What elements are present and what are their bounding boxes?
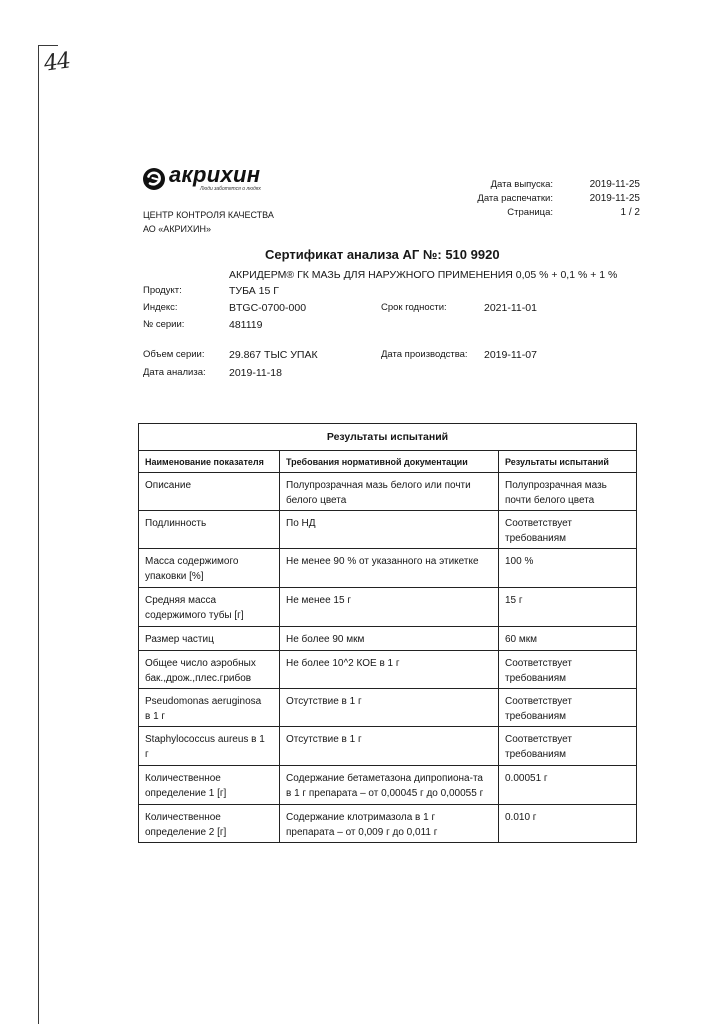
expiry-value: 2021-11-01 bbox=[484, 302, 537, 314]
cell-line: препарата – от 0,009 г до 0,011 г bbox=[286, 827, 438, 838]
cell-line: 15 г bbox=[505, 595, 523, 606]
requirement-cell bbox=[280, 627, 499, 651]
batch-volume-value: 29.867 ТЫС УПАК bbox=[229, 349, 318, 361]
parameter-name-cell bbox=[139, 689, 280, 727]
results-title: Результаты испытаний bbox=[139, 424, 637, 451]
cell-line: в 1 г препарата – от 0,00045 г до 0,00055 г bbox=[286, 788, 484, 799]
table-row bbox=[139, 549, 637, 588]
index-value: BTGC-0700-000 bbox=[229, 302, 307, 314]
company-name: АО «АКРИХИН» bbox=[143, 224, 212, 234]
cell-line: г bbox=[145, 749, 149, 760]
certificate-title: Сертификат анализа АГ №: 510 9920 bbox=[265, 247, 500, 262]
page-number: 1 / 2 bbox=[620, 207, 640, 218]
cell-line: По НД bbox=[286, 518, 316, 529]
cell-line: Описание bbox=[145, 480, 192, 491]
cell-line: Количественное bbox=[145, 812, 221, 823]
cell-line: бак.,дрож.,плес.грибов bbox=[145, 673, 252, 684]
result-cell bbox=[499, 727, 637, 766]
column-header-result: Результаты испытаний bbox=[499, 451, 637, 473]
cell-line: почти белого цвета bbox=[505, 495, 595, 506]
analysis-date-label: Дата анализа: bbox=[143, 367, 206, 378]
table-row bbox=[139, 766, 637, 805]
cell-line: Средняя масса bbox=[145, 595, 217, 606]
cell-line: Соответствует bbox=[505, 734, 572, 745]
parameter-name-cell bbox=[139, 766, 280, 805]
cell-line: 60 мкм bbox=[505, 634, 538, 645]
page-label: Страница: bbox=[507, 207, 553, 218]
table-row bbox=[139, 588, 637, 627]
column-header-requirement: Требования нормативной документации bbox=[280, 451, 499, 473]
product-name-line1: АКРИДЕРМ® ГК МАЗЬ ДЛЯ НАРУЖНОГО ПРИМЕНЕНИЯ 0,05 % + 0,1 % + 1 % bbox=[229, 269, 618, 281]
cell-line: Количественное bbox=[145, 773, 221, 784]
cell-line: Полупрозрачная мазь белого или почти bbox=[286, 480, 471, 491]
cell-line: требованиям bbox=[505, 673, 567, 684]
cell-line: Pseudomonas aeruginosa bbox=[145, 696, 262, 707]
release-date-label: Дата выпуска: bbox=[490, 179, 553, 190]
batch-volume-label: Объем серии: bbox=[143, 349, 205, 360]
result-cell bbox=[499, 689, 637, 727]
parameter-name-cell bbox=[139, 549, 280, 588]
cell-line: белого цвета bbox=[286, 495, 347, 506]
table-row bbox=[139, 727, 637, 766]
production-date-value: 2019-11-07 bbox=[484, 349, 537, 361]
result-cell bbox=[499, 588, 637, 627]
batch-label: № серии: bbox=[143, 319, 185, 330]
cell-line: упаковки [%] bbox=[145, 571, 204, 582]
print-date-label: Дата распечатки: bbox=[477, 193, 553, 204]
cell-line: 0.00051 г bbox=[505, 773, 548, 784]
cell-line: Соответствует bbox=[505, 518, 572, 529]
analysis-date-value: 2019-11-18 bbox=[229, 367, 282, 379]
cell-line: содержимого тубы [г] bbox=[145, 610, 244, 621]
cell-line: Соответствует bbox=[505, 658, 572, 669]
table-row bbox=[139, 805, 637, 843]
cell-line: требованиям bbox=[505, 533, 567, 544]
cell-line: Не более 10^2 КОЕ в 1 г bbox=[286, 658, 400, 669]
cell-line: Отсутствие в 1 г bbox=[286, 696, 362, 707]
cell-line: Содержание бетаметазона дипропиона-та bbox=[286, 773, 483, 784]
cell-line: Общее число аэробных bbox=[145, 658, 256, 669]
index-label: Индекс: bbox=[143, 302, 178, 313]
cell-line: требованиям bbox=[505, 749, 567, 760]
cell-line: определение 1 [г] bbox=[145, 788, 227, 799]
result-cell bbox=[499, 549, 637, 588]
requirement-cell bbox=[280, 511, 499, 549]
requirement-cell bbox=[280, 588, 499, 627]
cell-line: Отсутствие в 1 г bbox=[286, 734, 362, 745]
cell-line: Полупрозрачная мазь bbox=[505, 480, 607, 491]
parameter-name-cell bbox=[139, 727, 280, 766]
table-row bbox=[139, 651, 637, 689]
logo-tagline: Люди заботятся о людях bbox=[200, 186, 261, 192]
parameter-name-cell bbox=[139, 627, 280, 651]
cell-line: Содержание клотримазола в 1 г bbox=[286, 812, 436, 823]
department-name: ЦЕНТР КОНТРОЛЯ КАЧЕСТВА bbox=[143, 210, 274, 220]
results-table bbox=[138, 423, 637, 843]
akrikhin-logo-icon bbox=[142, 167, 166, 191]
scan-margin-line bbox=[38, 45, 39, 1024]
parameter-name-cell bbox=[139, 473, 280, 511]
table-row bbox=[139, 473, 637, 511]
table-row bbox=[139, 511, 637, 549]
production-date-label: Дата производства: bbox=[381, 349, 468, 360]
results-title-row bbox=[139, 424, 637, 451]
cell-line: Staphylococcus aureus в 1 bbox=[145, 734, 265, 745]
cell-line: в 1 г bbox=[145, 711, 166, 722]
result-cell bbox=[499, 805, 637, 843]
release-date-value: 2019-11-25 bbox=[589, 179, 640, 190]
cell-line: Соответствует bbox=[505, 696, 572, 707]
table-row bbox=[139, 627, 637, 651]
print-date-value: 2019-11-25 bbox=[589, 193, 640, 204]
cell-line: 0.010 г bbox=[505, 812, 537, 823]
result-cell bbox=[499, 651, 637, 689]
column-header-row bbox=[139, 451, 637, 473]
scan-margin-tick bbox=[38, 45, 58, 46]
parameter-name-cell bbox=[139, 805, 280, 843]
requirement-cell bbox=[280, 727, 499, 766]
handwritten-page-number: 44 bbox=[42, 48, 72, 77]
requirement-cell bbox=[280, 805, 499, 843]
requirement-cell bbox=[280, 473, 499, 511]
column-header-parameter: Наименование показателя bbox=[139, 451, 280, 473]
parameter-name-cell bbox=[139, 511, 280, 549]
batch-value: 481119 bbox=[229, 319, 263, 331]
product-label: Продукт: bbox=[143, 285, 182, 296]
logo-wordmark: акрихин bbox=[169, 162, 261, 187]
parameter-name-cell bbox=[139, 651, 280, 689]
result-cell bbox=[499, 473, 637, 511]
requirement-cell bbox=[280, 651, 499, 689]
cell-line: Не более 90 мкм bbox=[286, 634, 365, 645]
requirement-cell bbox=[280, 689, 499, 727]
cell-line: 100 % bbox=[505, 556, 534, 567]
product-name-line2: ТУБА 15 Г bbox=[229, 285, 279, 297]
company-logo bbox=[142, 164, 274, 194]
table-row bbox=[139, 689, 637, 727]
expiry-label: Срок годности: bbox=[381, 302, 447, 313]
cell-line: требованиям bbox=[505, 711, 567, 722]
cell-line: Не менее 90 % от указанного на этикетке bbox=[286, 556, 479, 567]
requirement-cell bbox=[280, 766, 499, 805]
requirement-cell bbox=[280, 549, 499, 588]
cell-line: Размер частиц bbox=[145, 634, 214, 645]
cell-line: Масса содержимого bbox=[145, 556, 239, 567]
cell-line: определение 2 [г] bbox=[145, 827, 227, 838]
parameter-name-cell bbox=[139, 588, 280, 627]
cell-line: Не менее 15 г bbox=[286, 595, 351, 606]
result-cell bbox=[499, 627, 637, 651]
result-cell bbox=[499, 766, 637, 805]
result-cell bbox=[499, 511, 637, 549]
cell-line: Подлинность bbox=[145, 518, 207, 529]
